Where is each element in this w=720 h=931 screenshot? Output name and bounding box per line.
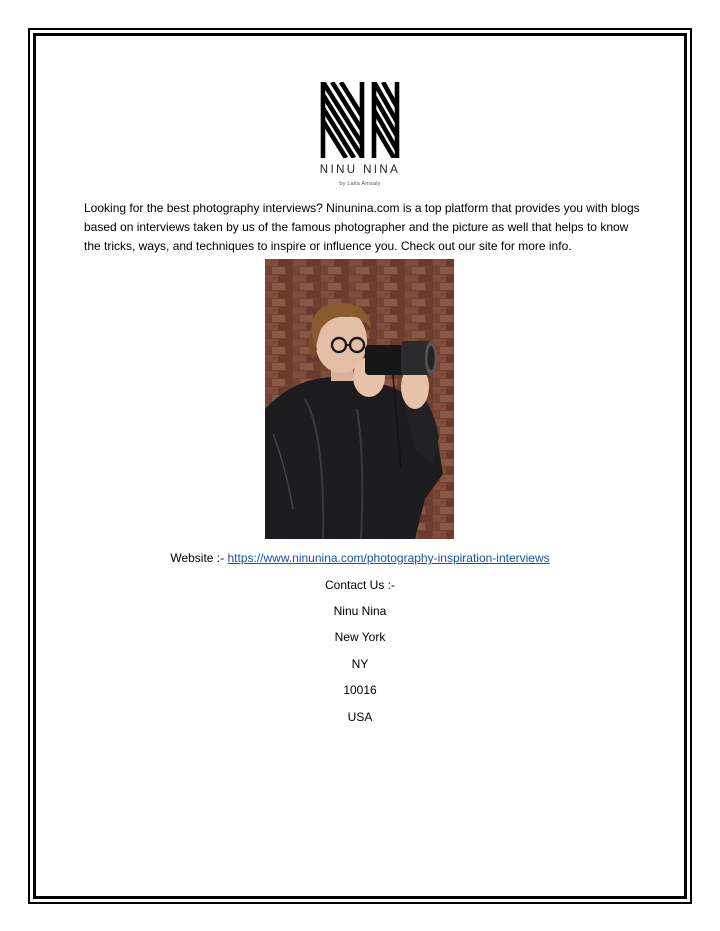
contact-heading: Contact Us :- — [324, 578, 396, 592]
brand-name: NINU NINA — [319, 164, 401, 176]
contact-name: Ninu Nina — [333, 604, 387, 618]
brand-byline: by Laila Amsaly — [339, 181, 381, 187]
contact-zip: 10016 — [343, 683, 377, 697]
brand-logo — [300, 80, 420, 192]
contact-state: NY — [351, 657, 369, 671]
website-label: Website :- — [170, 551, 228, 565]
website-line — [0, 550, 720, 566]
contact-city: New York — [334, 630, 386, 644]
photo-illustration — [265, 259, 454, 539]
contact-country: USA — [347, 710, 373, 724]
ninu-nina-logo-mark — [320, 82, 400, 158]
photographer-photo — [265, 259, 454, 539]
website-link[interactable]: https://www.ninunina.com/photography-inspiration-interviews — [227, 551, 550, 565]
intro-paragraph: Looking for the best photography interviews? Ninunina.com is a top platform that provides you with blogs based on interviews taken by us of the famous photographer and the picture as well that helps to know the tricks, ways, and techniques to inspire or influence you. Check out our site for more info. — [84, 201, 640, 253]
